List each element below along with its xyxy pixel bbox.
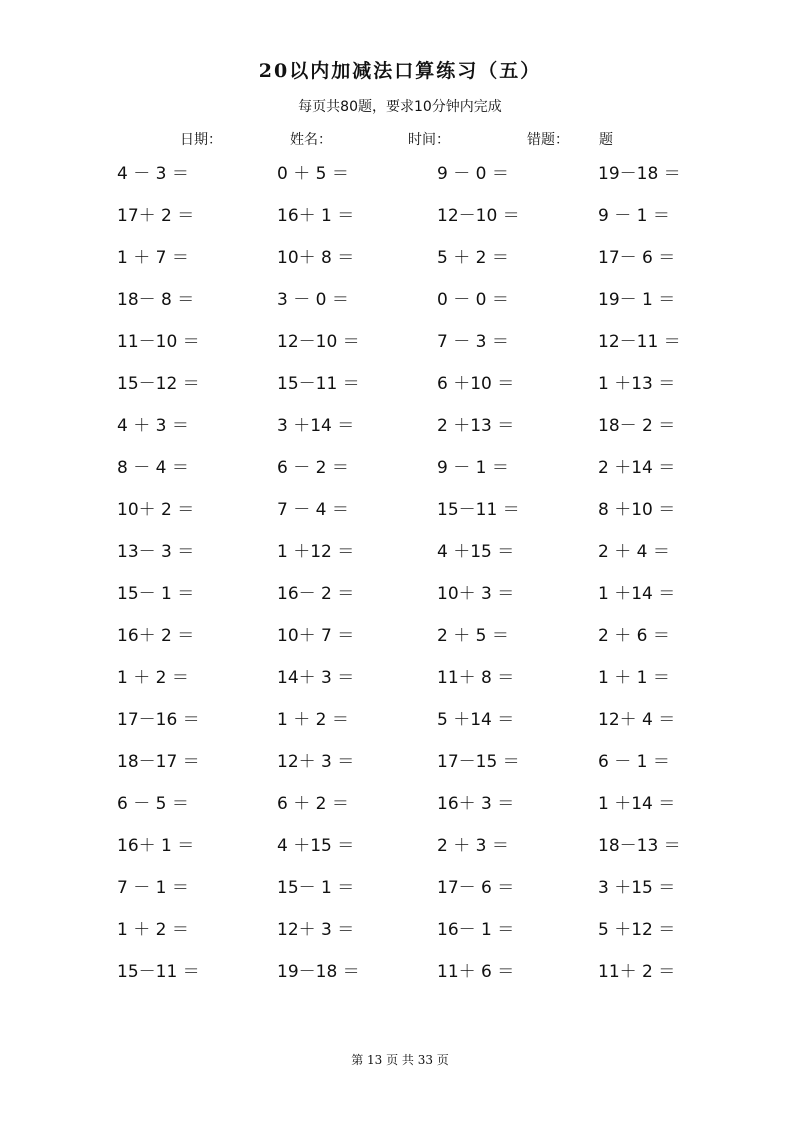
problem-item: 18－ 2 ＝ [598,416,676,436]
problem-item: 17－16 ＝ [117,710,200,730]
problem-item: 17－15 ＝ [437,752,520,772]
problem-item: 12＋ 4 ＝ [598,710,676,730]
problem-item: 16＋ 3 ＝ [437,794,515,814]
page-title: 20以内加减法口算练习（五） [258,60,542,82]
problem-item: 12－11 ＝ [598,332,681,352]
problem-item: 6 － 2 ＝ [277,458,349,478]
problem-item: 1 ＋ 7 ＝ [117,248,189,268]
problem-row [0,365,800,407]
problem-item: 9 － 1 ＝ [598,206,670,226]
problem-item: 6 － 1 ＝ [598,752,670,772]
problem-item: 1 ＋ 2 ＝ [277,710,349,730]
problem-item: 10＋ 7 ＝ [277,626,355,646]
problem-item: 9 － 0 ＝ [437,164,509,184]
problem-item: 5 ＋ 2 ＝ [437,248,509,268]
problem-item: 10＋ 8 ＝ [277,248,355,268]
problem-item: 1 ＋ 1 ＝ [598,668,670,688]
errors-label: 错题： [527,132,569,148]
problem-grid [0,155,800,995]
problem-row [0,743,800,785]
problem-item: 2 ＋ 5 ＝ [437,626,509,646]
problem-item: 12－10 ＝ [437,206,520,226]
date-label: 日期： [180,132,222,148]
problem-item: 6 － 5 ＝ [117,794,189,814]
problem-item: 3 ＋15 ＝ [598,878,676,898]
problem-item: 8 － 4 ＝ [117,458,189,478]
problem-item: 18－17 ＝ [117,752,200,772]
problem-item: 7 － 3 ＝ [437,332,509,352]
problem-row [0,911,800,953]
problem-row [0,953,800,995]
problem-row [0,827,800,869]
page-subtitle: 每页共80题，要求10分钟内完成 [298,99,502,115]
problem-item: 4 ＋15 ＝ [277,836,355,856]
problem-row [0,575,800,617]
problem-item: 10＋ 3 ＝ [437,584,515,604]
problem-item: 4 － 3 ＝ [117,164,189,184]
problem-item: 0 ＋ 5 ＝ [277,164,349,184]
problem-item: 16－ 1 ＝ [437,920,515,940]
problem-item: 19－ 1 ＝ [598,290,676,310]
problem-row [0,659,800,701]
problem-item: 2 ＋ 4 ＝ [598,542,670,562]
problem-item: 18－ 8 ＝ [117,290,195,310]
problem-row [0,701,800,743]
problem-item: 17＋ 2 ＝ [117,206,195,226]
problem-item: 15－ 1 ＝ [117,584,195,604]
problem-item: 16＋ 1 ＝ [117,836,195,856]
problem-item: 6 ＋10 ＝ [437,374,515,394]
problem-item: 12＋ 3 ＝ [277,752,355,772]
problem-item: 7 － 4 ＝ [277,500,349,520]
problem-item: 17－ 6 ＝ [598,248,676,268]
problem-item: 7 － 1 ＝ [117,878,189,898]
problem-item: 16＋ 1 ＝ [277,206,355,226]
problem-item: 5 ＋14 ＝ [437,710,515,730]
problem-item: 15－11 ＝ [117,962,200,982]
problem-item: 8 ＋10 ＝ [598,500,676,520]
problem-item: 1 ＋13 ＝ [598,374,676,394]
problem-item: 18－13 ＝ [598,836,681,856]
problem-item: 11＋ 6 ＝ [437,962,515,982]
problem-row [0,617,800,659]
name-label: 姓名： [290,132,332,148]
problem-item: 5 ＋12 ＝ [598,920,676,940]
problem-item: 3 － 0 ＝ [277,290,349,310]
problem-item: 1 ＋14 ＝ [598,584,676,604]
problem-row [0,407,800,449]
problem-item: 0 － 0 ＝ [437,290,509,310]
problem-row [0,197,800,239]
problem-item: 17－ 6 ＝ [437,878,515,898]
problem-item: 13－ 3 ＝ [117,542,195,562]
problem-item: 6 ＋ 2 ＝ [277,794,349,814]
problem-item: 2 ＋13 ＝ [437,416,515,436]
problem-item: 1 ＋12 ＝ [277,542,355,562]
problem-item: 9 － 1 ＝ [437,458,509,478]
problem-row [0,491,800,533]
problem-item: 2 ＋ 6 ＝ [598,626,670,646]
time-label: 时间： [408,132,450,148]
problem-item: 11＋ 2 ＝ [598,962,676,982]
problem-item: 14＋ 3 ＝ [277,668,355,688]
problem-row [0,281,800,323]
problem-item: 11－10 ＝ [117,332,200,352]
problem-row [0,785,800,827]
problem-item: 10＋ 2 ＝ [117,500,195,520]
problem-item: 1 ＋ 2 ＝ [117,920,189,940]
problem-item: 16－ 2 ＝ [277,584,355,604]
errors-unit: 题 [599,132,613,148]
problem-item: 12＋ 3 ＝ [277,920,355,940]
page-footer: 第 13 页 共 33 页 [351,1053,449,1067]
problem-item: 3 ＋14 ＝ [277,416,355,436]
problem-item: 4 ＋15 ＝ [437,542,515,562]
problem-row [0,869,800,911]
problem-item: 19－18 ＝ [277,962,360,982]
problem-item: 15－11 ＝ [437,500,520,520]
problem-item: 2 ＋14 ＝ [598,458,676,478]
problem-item: 4 ＋ 3 ＝ [117,416,189,436]
problem-item: 15－11 ＝ [277,374,360,394]
problem-item: 1 ＋14 ＝ [598,794,676,814]
problem-item: 16＋ 2 ＝ [117,626,195,646]
problem-row [0,155,800,197]
problem-item: 15－ 1 ＝ [277,878,355,898]
problem-row [0,323,800,365]
problem-item: 19－18 ＝ [598,164,681,184]
problem-item: 1 ＋ 2 ＝ [117,668,189,688]
problem-row [0,239,800,281]
problem-item: 12－10 ＝ [277,332,360,352]
problem-item: 11＋ 8 ＝ [437,668,515,688]
problem-row [0,533,800,575]
problem-item: 2 ＋ 3 ＝ [437,836,509,856]
problem-item: 15－12 ＝ [117,374,200,394]
problem-row [0,449,800,491]
